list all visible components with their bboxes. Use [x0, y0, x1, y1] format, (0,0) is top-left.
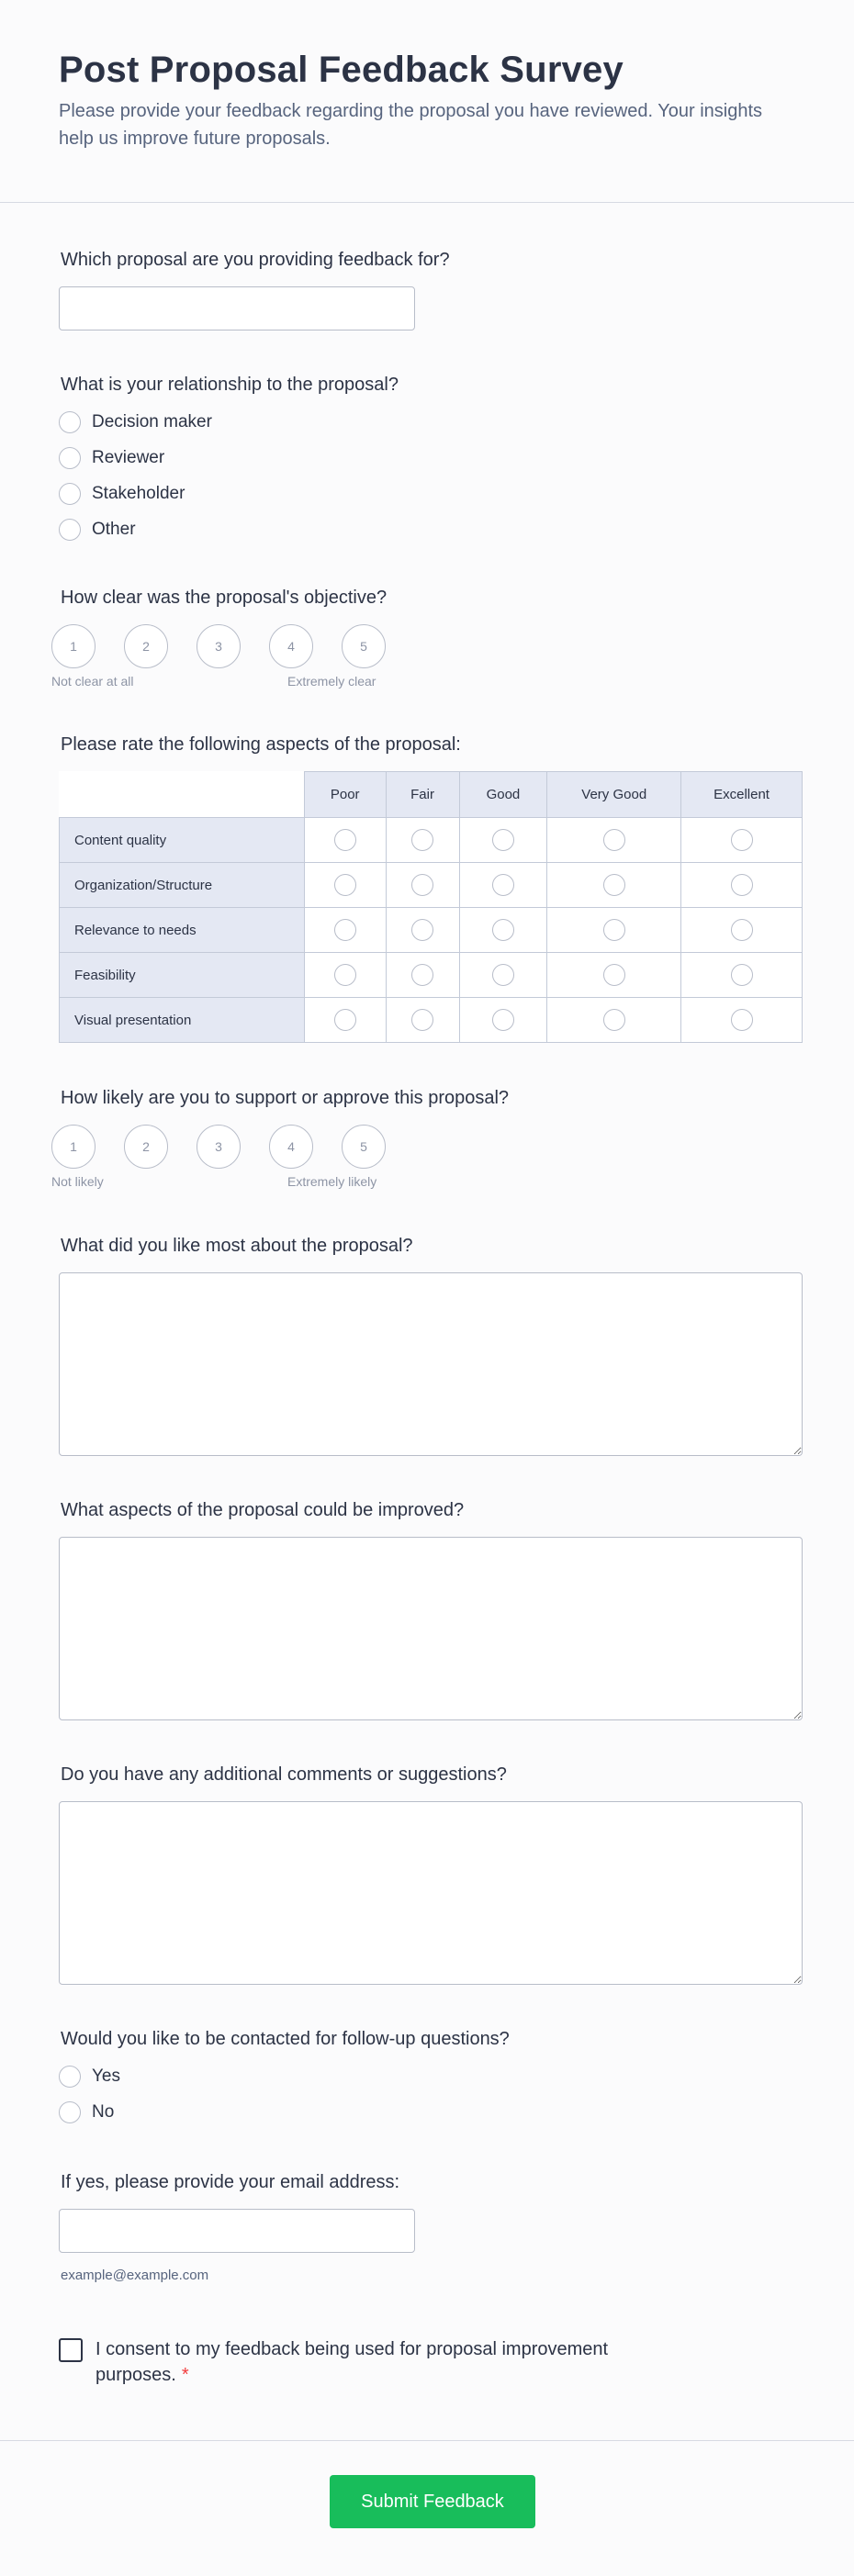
matrix-radio[interactable]: [411, 919, 433, 941]
consent-checkbox[interactable]: [59, 2338, 83, 2362]
matrix-cell: [459, 863, 547, 908]
matrix-radio[interactable]: [334, 1009, 356, 1031]
radio-group: [59, 404, 803, 547]
page-description: Please provide your feedback regarding the proposal you have reviewed. Your insights help us improve future proposals.: [59, 101, 763, 149]
rating-option-5[interactable]: 5: [342, 624, 386, 668]
email-field[interactable]: [59, 2209, 415, 2253]
matrix-radio[interactable]: [492, 964, 514, 986]
radio-option-decision-maker[interactable]: [59, 404, 803, 440]
matrix-radio[interactable]: [731, 919, 753, 941]
question-email: [59, 2170, 803, 2283]
matrix-radio[interactable]: [334, 829, 356, 851]
question-label: If yes, please provide your email address:: [61, 2172, 400, 2192]
question-label: What aspects of the proposal could be improved?: [61, 1500, 465, 1520]
question-label: Would you like to be contacted for follow-up questions?: [61, 2029, 510, 2049]
matrix-radio[interactable]: [731, 829, 753, 851]
matrix-cell: [459, 998, 547, 1043]
matrix-row-label: Organization/Structure: [60, 863, 305, 908]
radio-label: Reviewer: [92, 447, 165, 467]
matrix-cell: [304, 818, 386, 863]
rating-option-2[interactable]: 2: [124, 1125, 168, 1169]
matrix-cell: [547, 818, 681, 863]
matrix-row: [60, 998, 803, 1043]
matrix-radio[interactable]: [492, 919, 514, 941]
matrix-cell: [681, 953, 803, 998]
matrix-radio[interactable]: [334, 964, 356, 986]
rating-option-3[interactable]: 3: [197, 1125, 241, 1169]
question-clarity: [51, 586, 803, 692]
consent-label-text: I consent to my feedback being used for proposal improvement purposes.: [96, 2339, 609, 2385]
matrix-radio[interactable]: [603, 874, 625, 896]
matrix-radio[interactable]: [603, 964, 625, 986]
matrix-cell: [459, 908, 547, 953]
matrix-row: [60, 953, 803, 998]
radio-button[interactable]: [59, 519, 81, 541]
matrix-column-poor: Poor: [304, 772, 386, 818]
matrix-row: [60, 908, 803, 953]
scale-high-label: Extremely likely: [287, 1174, 377, 1189]
matrix-cell: [386, 863, 459, 908]
radio-button[interactable]: [59, 2066, 81, 2088]
radio-button[interactable]: [59, 2101, 81, 2123]
matrix-column-very-good: Very Good: [547, 772, 681, 818]
question-label: Please rate the following aspects of the proposal:: [61, 734, 461, 755]
question-label: How clear was the proposal's objective?: [61, 588, 388, 608]
rating-option-1[interactable]: 1: [51, 1125, 96, 1169]
question-label: What is your relationship to the proposal?: [61, 375, 399, 395]
submit-button[interactable]: Submit Feedback: [330, 2475, 535, 2528]
radio-button[interactable]: [59, 483, 81, 505]
radio-label: Stakeholder: [92, 483, 185, 503]
scale-high-label: Extremely clear: [287, 674, 376, 689]
matrix-radio[interactable]: [411, 829, 433, 851]
matrix-cell: [304, 998, 386, 1043]
matrix-radio[interactable]: [603, 919, 625, 941]
matrix-row-label: Relevance to needs: [60, 908, 305, 953]
question-label: What did you like most about the proposal?: [61, 1236, 413, 1256]
question-label: How likely are you to support or approve this proposal?: [61, 1088, 510, 1108]
question-liked: [59, 1234, 803, 1456]
proposal-input[interactable]: [59, 286, 415, 330]
matrix-radio[interactable]: [492, 874, 514, 896]
rating-scale: [51, 624, 803, 668]
matrix-radio[interactable]: [731, 964, 753, 986]
question-improved: [59, 1498, 803, 1720]
matrix-header-row: [60, 772, 803, 818]
radio-label: Decision maker: [92, 411, 212, 431]
question-relationship: [59, 373, 803, 547]
matrix-cell: [547, 908, 681, 953]
improved-textarea[interactable]: [59, 1537, 803, 1720]
matrix-cell: [681, 908, 803, 953]
matrix-radio[interactable]: [492, 829, 514, 851]
scale-low-label: Not likely: [51, 1174, 104, 1189]
matrix-column-fair: Fair: [386, 772, 459, 818]
radio-label: Other: [92, 519, 136, 539]
matrix-radio[interactable]: [334, 874, 356, 896]
matrix-radio[interactable]: [411, 874, 433, 896]
matrix-cell: [304, 908, 386, 953]
radio-label: Yes: [92, 2066, 120, 2086]
form-header: [0, 0, 854, 203]
matrix-row-label: Visual presentation: [60, 998, 305, 1043]
rating-option-4[interactable]: 4: [269, 1125, 313, 1169]
radio-option-other[interactable]: [59, 511, 803, 547]
question-label: Which proposal are you providing feedback for?: [61, 250, 450, 270]
radio-option-reviewer[interactable]: [59, 440, 803, 476]
scale-labels: [51, 1174, 803, 1193]
radio-option-stakeholder[interactable]: [59, 476, 803, 511]
question-proposal: [59, 248, 803, 330]
matrix-column-good: Good: [459, 772, 547, 818]
consent-label: [96, 2336, 683, 2388]
matrix-cell: [547, 998, 681, 1043]
matrix-cell: [547, 863, 681, 908]
matrix-row-label: Content quality: [60, 818, 305, 863]
email-sublabel: example@example.com: [61, 2268, 209, 2283]
consent-row[interactable]: [59, 2336, 803, 2388]
form-footer: [0, 2440, 854, 2576]
rating-scale: [51, 1125, 803, 1169]
radio-button[interactable]: [59, 411, 81, 433]
question-label: Do you have any additional comments or suggestions?: [61, 1764, 507, 1785]
matrix-cell: [459, 818, 547, 863]
required-asterisk: *: [181, 2365, 189, 2385]
matrix-cell: [681, 998, 803, 1043]
matrix-radio[interactable]: [603, 829, 625, 851]
matrix-row-label: Feasibility: [60, 953, 305, 998]
question-comments: [59, 1763, 803, 1985]
consent-section: [59, 2336, 803, 2388]
matrix-radio[interactable]: [411, 964, 433, 986]
rating-matrix: [59, 771, 803, 1043]
matrix-radio[interactable]: [334, 919, 356, 941]
matrix-row: [60, 818, 803, 863]
matrix-cell: [547, 953, 681, 998]
rating-option-2[interactable]: 2: [124, 624, 168, 668]
matrix-cell: [459, 953, 547, 998]
scale-labels: [51, 674, 803, 692]
matrix-radio[interactable]: [492, 1009, 514, 1031]
radio-group: [59, 2058, 803, 2130]
matrix-cell: [304, 863, 386, 908]
radio-option-yes[interactable]: [59, 2058, 803, 2094]
question-contact: [59, 2027, 803, 2130]
matrix-cell: [386, 818, 459, 863]
radio-label: No: [92, 2101, 115, 2122]
comments-textarea[interactable]: [59, 1801, 803, 1985]
matrix-radio[interactable]: [411, 1009, 433, 1031]
scale-low-label: Not clear at all: [51, 674, 134, 689]
matrix-cell: [681, 818, 803, 863]
matrix-cell: [386, 908, 459, 953]
rating-option-3[interactable]: 3: [197, 624, 241, 668]
matrix-radio[interactable]: [731, 874, 753, 896]
radio-button[interactable]: [59, 447, 81, 469]
matrix-radio[interactable]: [731, 1009, 753, 1031]
rating-option-1[interactable]: 1: [51, 624, 96, 668]
matrix-corner: [60, 772, 305, 818]
radio-option-no[interactable]: [59, 2094, 803, 2130]
matrix-cell: [681, 863, 803, 908]
matrix-cell: [304, 953, 386, 998]
matrix-cell: [386, 998, 459, 1043]
matrix-cell: [386, 953, 459, 998]
matrix-column-excellent: Excellent: [681, 772, 803, 818]
page-title: Post Proposal Feedback Survey: [59, 50, 624, 90]
matrix-row: [60, 863, 803, 908]
rating-option-4[interactable]: 4: [269, 624, 313, 668]
question-support: [51, 1086, 803, 1193]
matrix-radio[interactable]: [603, 1009, 625, 1031]
question-matrix: [59, 733, 803, 1043]
rating-option-5[interactable]: 5: [342, 1125, 386, 1169]
liked-textarea[interactable]: [59, 1272, 803, 1456]
